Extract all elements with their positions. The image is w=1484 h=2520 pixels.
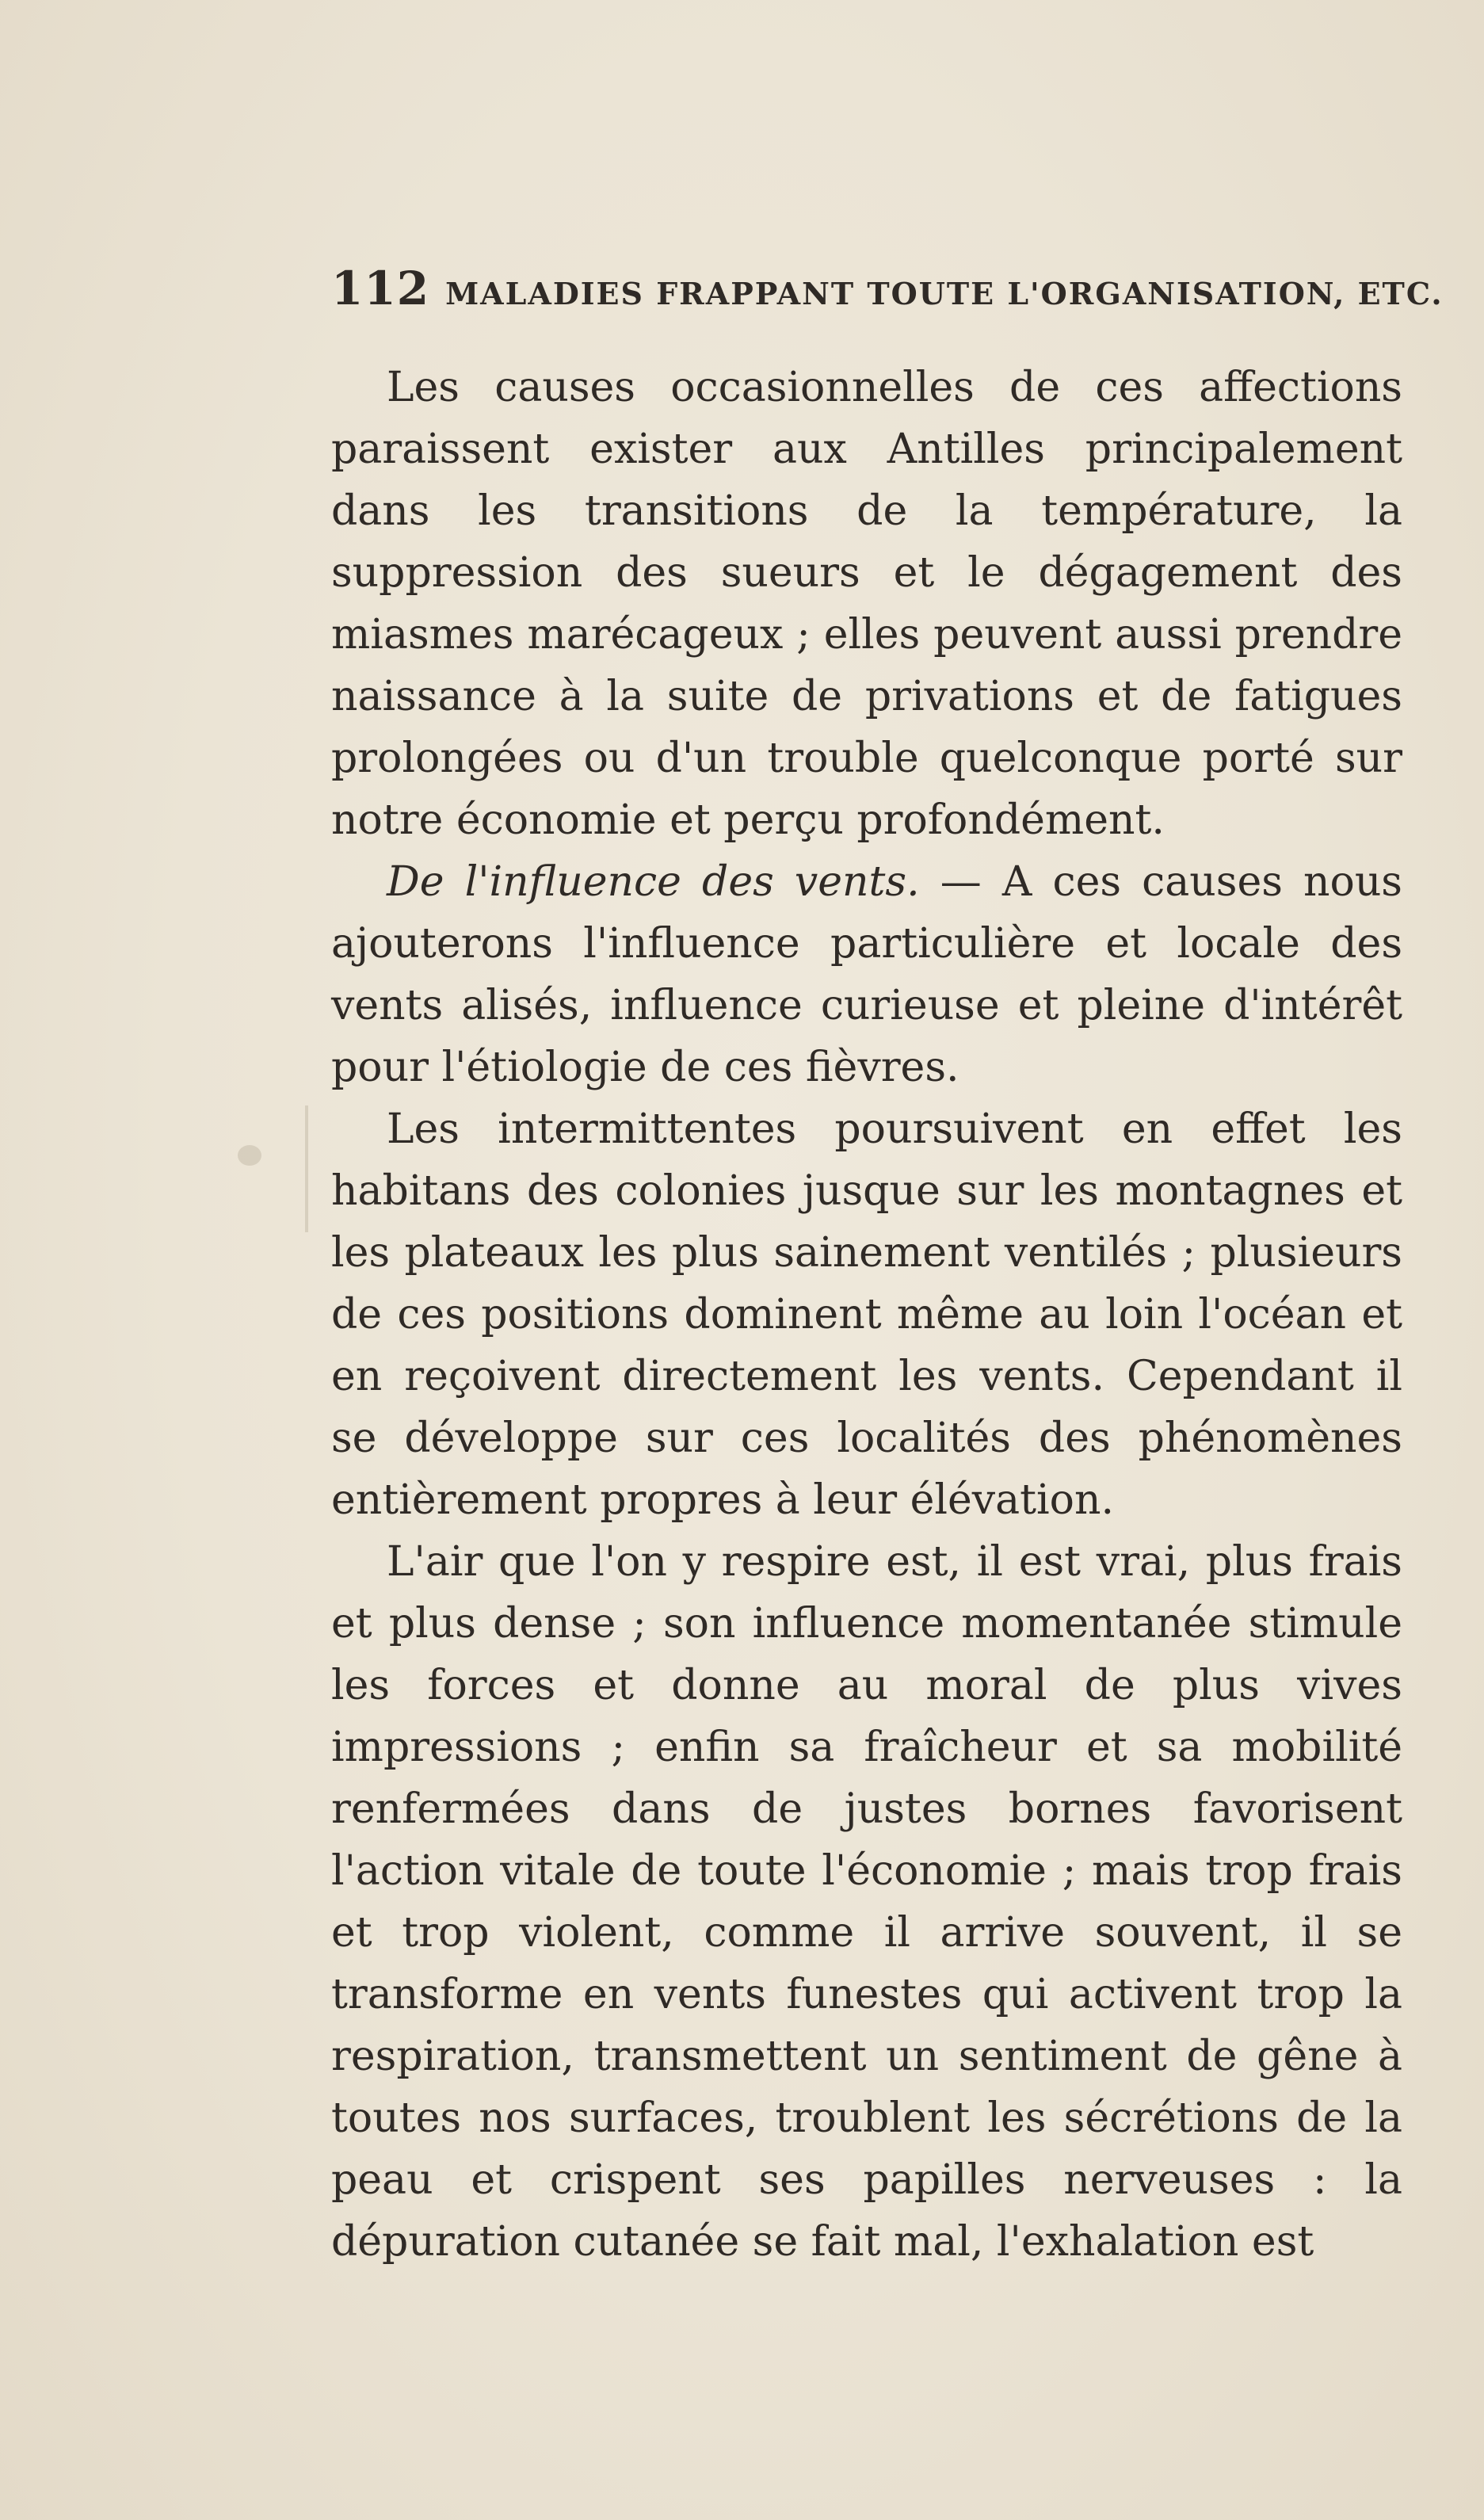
text-block [331, 262, 1444, 2273]
paragraph [331, 357, 1402, 851]
running-head [331, 262, 1444, 333]
page-number: 112 [331, 262, 430, 315]
paragraph-text: Les causes occasionnelles de ces affections paraissent exister aux Antilles principalement dans les transitions de la température, la suppression des sueurs et le dégagement des miasmes marécageux ; elles peuvent aussi prendre naissance à la suite de privations et de fatigues prolongées ou d'un trouble quelconque porté sur notre économie et perçu profondément. [331, 364, 1402, 844]
paragraph-text: L'air que l'on y respire est, il est vrai, plus frais et plus dense ; son influence momentanée stimule les forces et donne au moral de plus vives impressions ; enfin sa fraîcheur et sa mobilité renfermées dans de justes bornes favorisent l'action vitale de toute l'économie ; mais trop frais et trop violent, comme il arrive souvent, il se transforme en vents funestes qui activent trop la respiration, transmettent un sentiment de gêne à toutes nos surfaces, troublent les sécrétions de la peau et crispent ses papilles nerveuses : la dépuration cutanée se fait mal, l'exhalation est [331, 1538, 1402, 2266]
running-title: MALADIES FRAPPANT TOUTE L'ORGANISATION, ETC. [445, 276, 1444, 311]
paragraph-text: Les intermittentes poursuivent en effet les habitans des colonies jusque sur les montagnes et les plateaux les plus sainement ventilés ; plusieurs de ces positions dominent même au loin l'océan et en reçoivent directement les vents. Cependant il se développe sur ces localités des phénomènes entièrement propres à leur élévation. [331, 1105, 1402, 1524]
paragraph-text: — A ces causes nous ajouterons l'influence particulière et locale des vents alisés, influence curieuse et pleine d'intérêt pour l'étiologie de ces fièvres. [331, 858, 1402, 1091]
section-heading-inline: De l'influence des vents. [387, 858, 920, 906]
margin-mark [238, 1145, 261, 1166]
margin-mark [305, 1105, 308, 1232]
paragraph [331, 1531, 1402, 2273]
paragraph [331, 1098, 1402, 1531]
paragraph [331, 851, 1402, 1098]
